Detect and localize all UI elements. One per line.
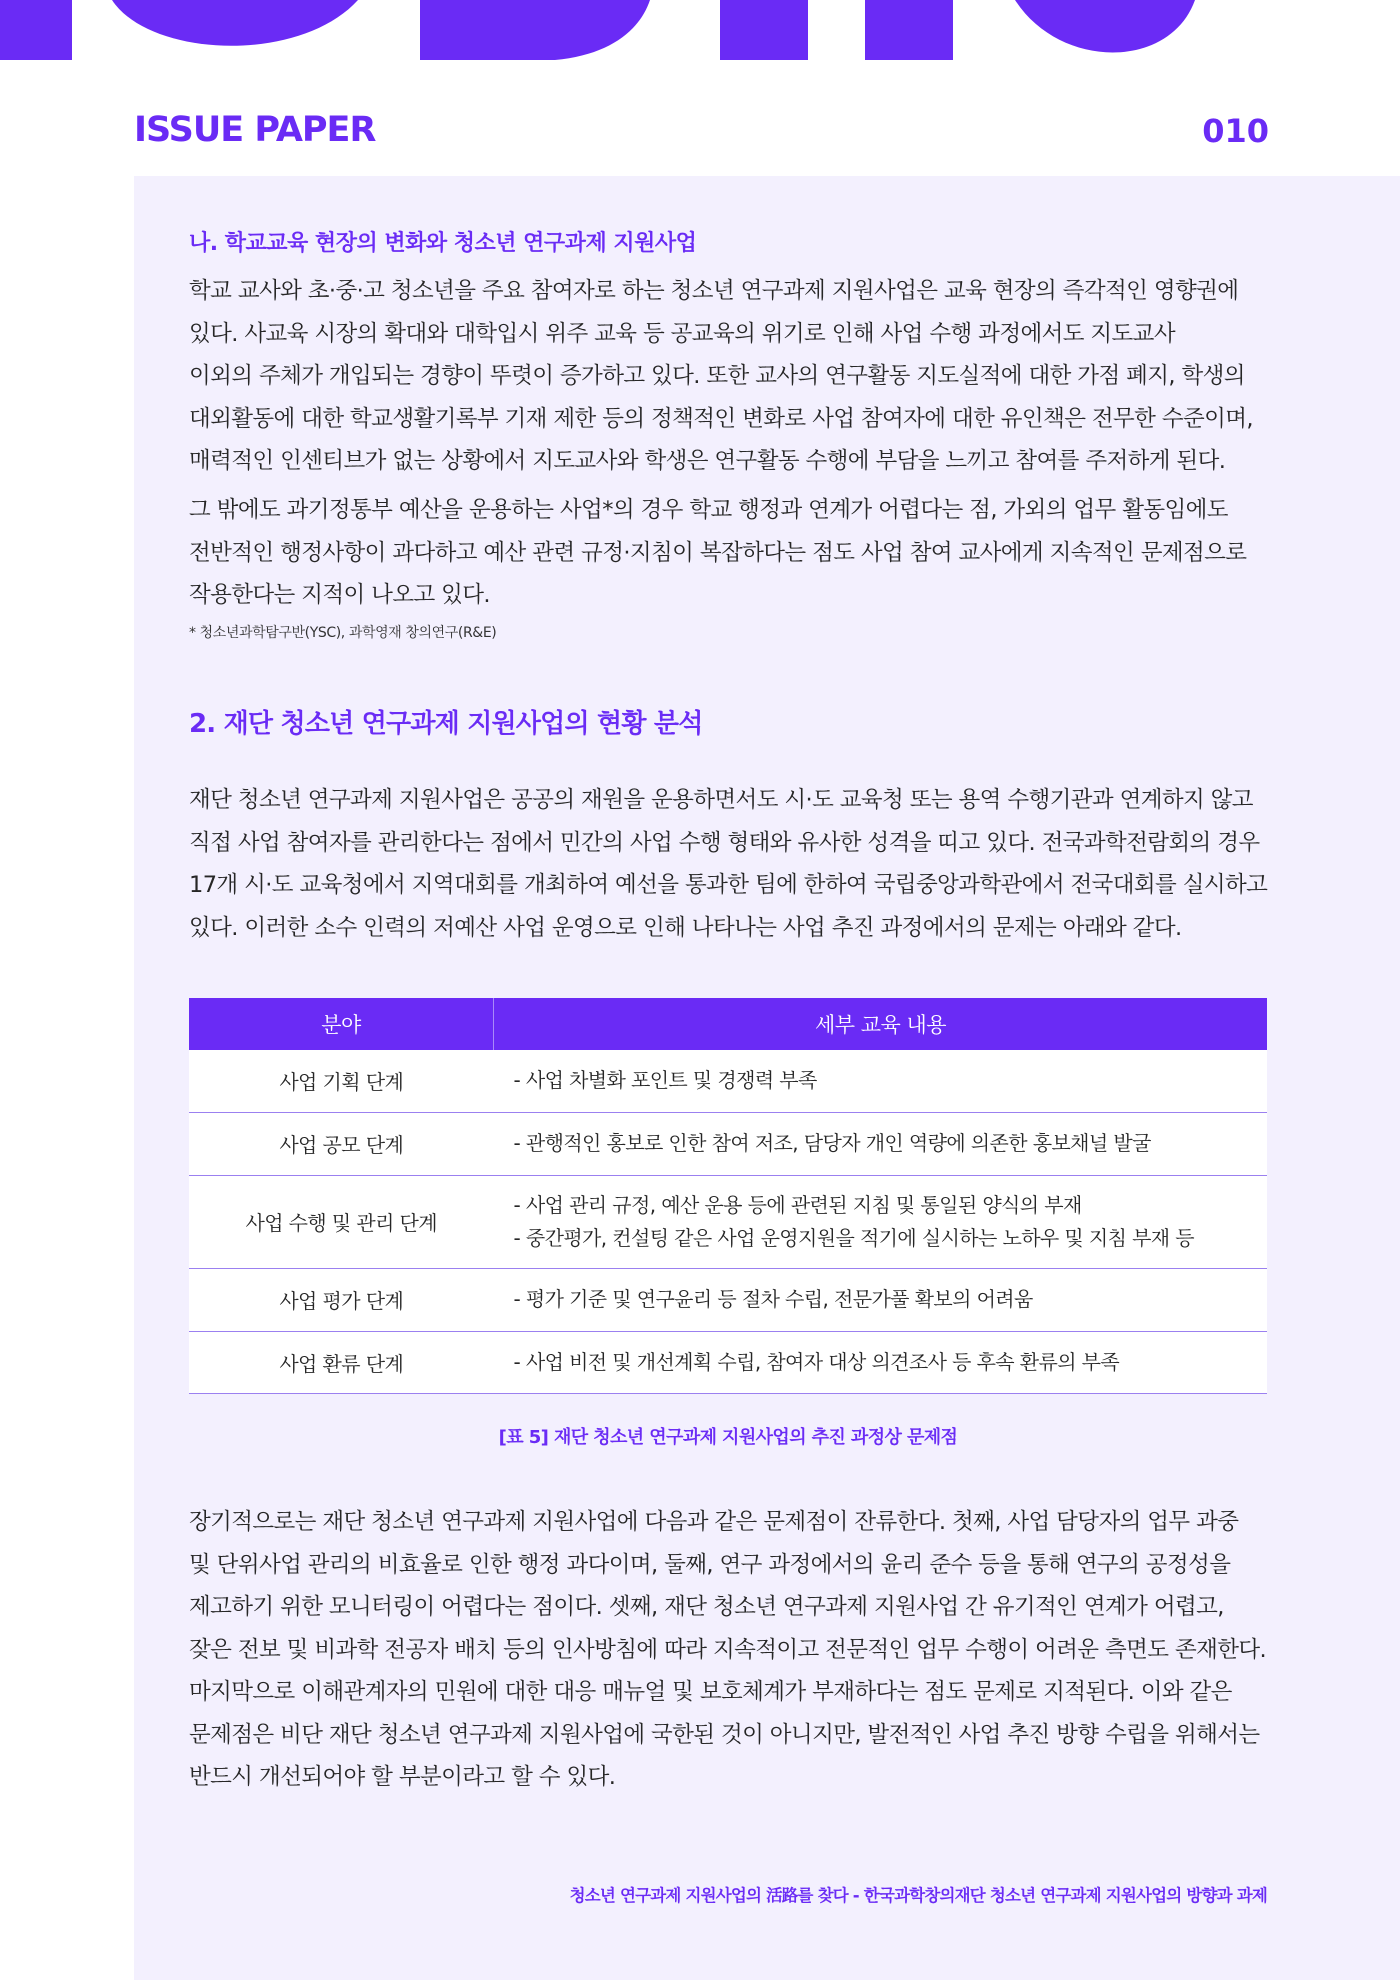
page-number: 010 (1202, 112, 1269, 150)
paragraph-4 (189, 1501, 1269, 1799)
row-details (494, 1050, 1268, 1112)
footnote: * 청소년과학탐구반(YSC), 과학영재 창의연구(R&E) (189, 625, 497, 641)
paragraph-3 (189, 779, 1269, 949)
row-details (494, 1112, 1268, 1175)
text-line: 잦은 전보 및 비과학 전공자 배치 등의 인사방침에 따라 지속적이고 전문적인 업무 수행이 어려운 측면도 존재한다. (189, 1636, 1267, 1663)
text-line: 학교 교사와 초·중·고 청소년을 주요 참여자로 하는 청소년 연구과제 지원사업은 교육 현장의 즉각적인 영향권에 (189, 278, 1239, 304)
table-row (189, 1268, 1267, 1331)
text-line: 재단 청소년 연구과제 지원사업은 공공의 재원을 운용하면서도 시·도 교육청 또는 용역 수행기관과 연계하지 않고 (189, 787, 1253, 813)
text-line: 전반적인 행정사항이 과다하고 예산 관련 규정·지침이 복잡하다는 점도 사업 참여 교사에게 지속적인 문제점으로 (189, 539, 1247, 566)
row-area: 사업 평가 단계 (279, 1289, 404, 1313)
header-area: 분야 (189, 998, 494, 1050)
row-area: 사업 수행 및 관리 단계 (245, 1211, 437, 1235)
text-line: 그 밖에도 과기정통부 예산을 운용하는 사업*의 경우 학교 행정과 연계가 어렵다는 점, 가외의 업무 활동임에도 (189, 497, 1228, 523)
text-line: 마지막으로 이해관계자의 민원에 대한 대응 매뉴얼 및 보호체계가 부재하다는 점도 문제로 지적된다. 이와 같은 (189, 1679, 1232, 1705)
text-line: 직접 사업 참여자를 관리한다는 점에서 민간의 사업 수행 형태와 유사한 성격을 띠고 있다. 전국과학전람회의 경우 (189, 829, 1260, 856)
paragraph-2 (189, 489, 1269, 617)
text-line: 및 단위사업 관리의 비효율로 인한 행정 과다이며, 둘째, 연구 과정에서의 윤리 준수 등을 통해 연구의 공정성을 (189, 1551, 1231, 1578)
detail-line: - 사업 관리 규정, 예산 운용 등에 관련된 지침 및 통일된 양식의 부재 (513, 1192, 1082, 1217)
table-row (189, 1050, 1267, 1112)
row-details (494, 1175, 1268, 1268)
detail-line: - 중간평가, 컨설팅 같은 사업 운영지원을 적기에 실시하는 노하우 및 지침 부재 등 (513, 1225, 1195, 1250)
detail-line: - 사업 비전 및 개선계획 수립, 참여자 대상 의견조사 등 후속 환류의 부족 (513, 1349, 1120, 1374)
table-row (189, 1331, 1267, 1393)
table-row (189, 1112, 1267, 1175)
section-subheading: 나. 학교교육 현장의 변화와 청소년 연구과제 지원사업 (189, 231, 697, 256)
row-details (494, 1268, 1268, 1331)
text-line: 장기적으로는 재단 청소년 연구과제 지원사업에 다음과 같은 문제점이 잔류한다. 첫째, 사업 담당자의 업무 과중 (189, 1509, 1239, 1535)
text-line: 작용한다는 지적이 나오고 있다. (189, 582, 490, 608)
issues-table (189, 998, 1267, 1394)
row-area: 사업 기획 단계 (279, 1070, 404, 1095)
text-line: 대외활동에 대한 학교생활기록부 기재 제한 등의 정책적인 변화로 사업 참여자에 대한 유인책은 전무한 수준이며, (189, 405, 1253, 432)
text-line: 문제점은 비단 재단 청소년 연구과제 지원사업에 국한된 것이 아니지만, 발전적인 사업 추진 방향 수립을 위해서는 (189, 1721, 1260, 1748)
row-area: 사업 환류 단계 (279, 1351, 404, 1376)
row-details (494, 1331, 1268, 1393)
detail-line: - 관행적인 홍보로 인한 참여 저조, 담당자 개인 역량에 의존한 홍보채널 발굴 (513, 1131, 1151, 1155)
paragraph-1 (189, 270, 1269, 483)
detail-line: - 사업 차별화 포인트 및 경쟁력 부족 (513, 1068, 817, 1093)
detail-line: - 평가 기준 및 연구윤리 등 절차 수립, 전문가풀 확보의 어려움 (513, 1287, 1033, 1311)
text-line: 반드시 개선되어야 할 부분이라고 할 수 있다. (189, 1764, 616, 1790)
table-row (189, 1175, 1267, 1268)
table-caption: [표 5] 재단 청소년 연구과제 지원사업의 추진 과정상 문제점 (498, 1427, 958, 1448)
text-line: 매력적인 인센티브가 없는 상황에서 지도교사와 학생은 연구활동 수행에 부담을 느끼고 참여를 주저하게 된다. (189, 448, 1226, 474)
running-footer: 청소년 연구과제 지원사업의 活路를 찾다 - 한국과학창의재단 청소년 연구과제 지원사업의 방향과 과제 (569, 1886, 1267, 1905)
issue-paper-label: ISSUE PAPER (134, 110, 376, 150)
section-title: 2. 재단 청소년 연구과제 지원사업의 현황 분석 (189, 709, 703, 739)
text-line: 있다. 이러한 소수 인력의 저예산 사업 운영으로 인해 나타나는 사업 추진 과정에서의 문제는 아래와 같다. (189, 914, 1182, 941)
text-line: 있다. 사교육 시장의 확대와 대학입시 위주 교육 등 공교육의 위기로 인해 사업 수행 과정에서도 지도교사 (189, 320, 1175, 347)
masthead-graphic (0, 0, 1400, 62)
header-details: 세부 교육 내용 (494, 998, 1268, 1050)
table-header-row (189, 998, 1267, 1050)
text-line: 제고하기 위한 모니터링이 어렵다는 점이다. 셋째, 재단 청소년 연구과제 지원사업 간 유기적인 연계가 어렵고, (189, 1594, 1224, 1620)
row-area: 사업 공모 단계 (279, 1133, 404, 1157)
text-line: 17개 시·도 교육청에서 지역대회를 개최하여 예선을 통과한 팀에 한하여 국립중앙과학관에서 전국대회를 실시하고 (189, 872, 1268, 898)
text-line: 이외의 주체가 개입되는 경향이 뚜렷이 증가하고 있다. 또한 교사의 연구활동 지도실적에 대한 가점 폐지, 학생의 (189, 363, 1245, 389)
